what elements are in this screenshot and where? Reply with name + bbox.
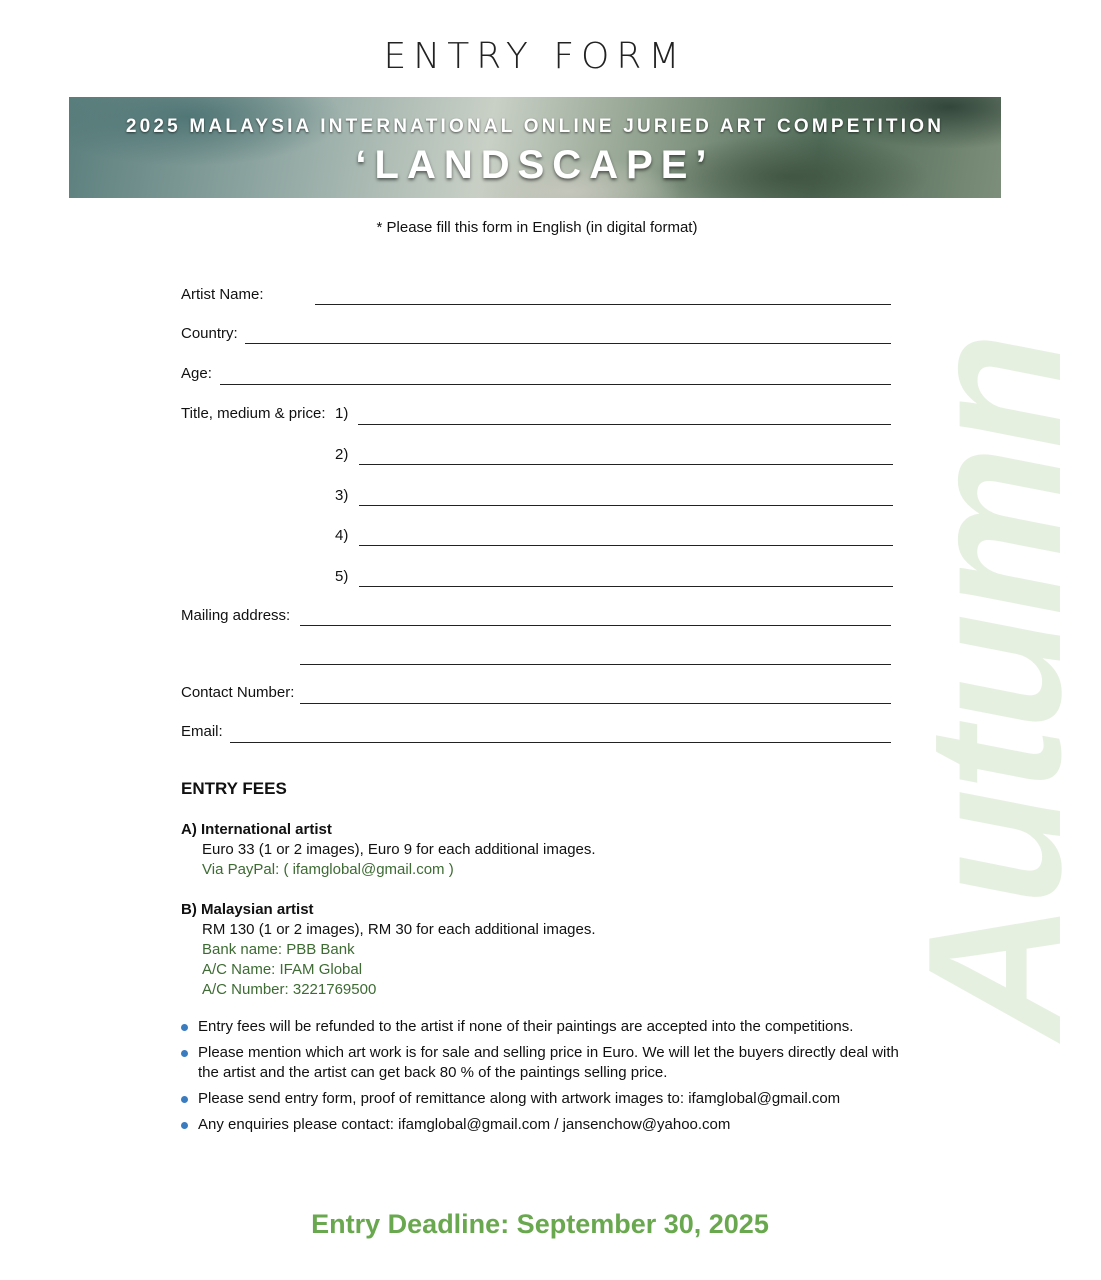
malaysian-price: RM 130 (1 or 2 images), RM 30 for each additional images. [202, 921, 596, 938]
bullet-icon [181, 1096, 188, 1103]
bullet-icon [181, 1050, 188, 1057]
autumn-watermark: Autumn [889, 334, 1101, 1040]
malaysian-heading: B) Malaysian artist [181, 901, 314, 918]
note-text: Please mention which art work is for sale and selling price in Euro. We will let the buyers directly deal with the artist and the artist can get back 80 % of the paintings selling price. [198, 1044, 899, 1081]
banner-title: ‘LANDSCAPE’ [355, 143, 715, 187]
item-number: 1) [335, 405, 349, 422]
title-medium-price-label: Title, medium & price: [181, 405, 326, 422]
artwork-1-field[interactable] [358, 424, 891, 425]
bullet-icon [181, 1122, 188, 1129]
contact-number-label: Contact Number: [181, 684, 295, 701]
account-number: A/C Number: 3221769500 [202, 981, 377, 998]
list-item [181, 1089, 901, 1109]
artwork-2-field[interactable] [359, 464, 893, 465]
contact-number-field[interactable] [300, 703, 891, 704]
artwork-4-field[interactable] [359, 545, 893, 546]
artwork-3-field[interactable] [359, 505, 893, 506]
note-text: Please send entry form, proof of remittance along with artwork images to: ifamglobal@gmail.com [198, 1090, 841, 1107]
item-number: 3) [335, 487, 349, 504]
item-number: 5) [335, 568, 349, 585]
international-fee-block [181, 820, 596, 880]
entry-deadline: Entry Deadline: September 30, 2025 [311, 1209, 769, 1239]
competition-banner [69, 97, 1001, 198]
international-heading: A) International artist [181, 821, 332, 838]
entry-fees-heading: ENTRY FEES [181, 779, 287, 798]
international-price: Euro 33 (1 or 2 images), Euro 9 for each additional images. [202, 841, 596, 858]
bullet-icon [181, 1024, 188, 1031]
paypal-info: Via PayPal: ( ifamglobal@gmail.com ) [202, 861, 454, 878]
item-number: 2) [335, 446, 349, 463]
email-label: Email: [181, 723, 223, 740]
note-text: Entry fees will be refunded to the artist if none of their paintings are accepted into the competitions. [198, 1018, 854, 1035]
list-item [181, 1017, 901, 1037]
artwork-5-field[interactable] [359, 586, 893, 587]
artist-name-field[interactable] [315, 304, 891, 305]
country-label: Country: [181, 325, 238, 342]
age-field[interactable] [220, 384, 891, 385]
banner-subtitle: 2025 MALAYSIA INTERNATIONAL ONLINE JURIED ART COMPETITION [125, 116, 945, 137]
form-instruction: * Please fill this form in English (in digital format) [376, 219, 698, 236]
bank-name: Bank name: PBB Bank [202, 941, 355, 958]
mailing-address-field-1[interactable] [300, 625, 891, 626]
notes-list [181, 1017, 901, 1141]
list-item [181, 1115, 901, 1135]
country-field[interactable] [245, 343, 891, 344]
artist-name-label: Artist Name: [181, 286, 264, 303]
item-number: 4) [335, 527, 349, 544]
mailing-address-label: Mailing address: [181, 607, 291, 624]
malaysian-fee-block [181, 900, 596, 1000]
page-title: ENTRY FORM [383, 36, 687, 77]
list-item [181, 1043, 901, 1083]
account-name: A/C Name: IFAM Global [202, 961, 363, 978]
email-field[interactable] [230, 742, 891, 743]
age-label: Age: [181, 365, 212, 382]
note-text: Any enquiries please contact: ifamglobal@gmail.com / jansenchow@yahoo.com [198, 1116, 731, 1133]
mailing-address-field-2[interactable] [300, 664, 891, 665]
